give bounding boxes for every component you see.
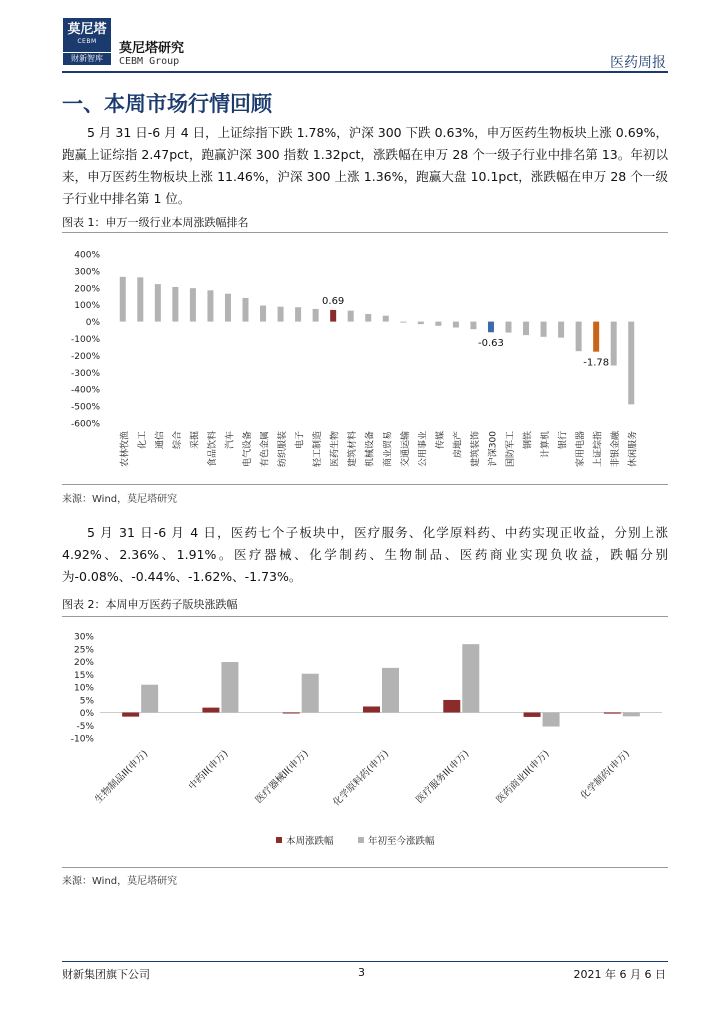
- bar-本周涨跌幅-化学原料药(申万): [363, 706, 380, 712]
- x-tick-label: 化工: [137, 431, 148, 450]
- x-tick-label: 建筑装饰: [470, 431, 481, 468]
- logo: [63, 18, 111, 64]
- x-tick-label: 非银金融: [611, 431, 622, 468]
- x-tick-label: 传媒: [435, 431, 446, 450]
- x-tick-label: 银行: [558, 430, 569, 450]
- x-tick-label: 化学原料药(申万): [331, 748, 392, 809]
- data-label: -0.63: [478, 338, 504, 350]
- bar-本周涨跌幅-医疗器械II(申万): [283, 713, 300, 714]
- x-tick-label: 公用事业: [418, 431, 429, 468]
- bar-轻工制造: [313, 309, 319, 322]
- bar-计算机: [541, 322, 547, 337]
- logo-top: [63, 18, 111, 52]
- x-tick-label: 汽车: [225, 431, 236, 450]
- y-tick-label: 30%: [73, 632, 94, 643]
- footer-date: 2021 年 6 月 6 日: [573, 968, 666, 981]
- brand-name: 莫尼塔研究: [119, 41, 185, 56]
- bar-年初至今涨跌幅-医疗器械II(申万): [302, 674, 319, 713]
- y-tick-label: -100%: [71, 335, 100, 345]
- y-tick-label: -10%: [70, 734, 94, 745]
- brand-english-name: CEBM Group: [119, 56, 180, 67]
- legend-label: 年初至今涨跌幅: [368, 836, 435, 847]
- bar-家用电器: [576, 322, 582, 352]
- y-tick-label: 100%: [74, 301, 100, 312]
- bar-本周涨跌幅-医药商业II(申万): [524, 713, 541, 717]
- x-tick-label: 钢铁: [523, 431, 534, 450]
- x-tick-label: 有色金属: [260, 431, 271, 468]
- x-tick-label: 商业贸易: [383, 431, 394, 468]
- bar-食品饮料: [207, 290, 213, 321]
- y-tick-label: -400%: [71, 385, 100, 396]
- bar-采掘: [190, 288, 196, 321]
- y-tick-label: -5%: [76, 721, 94, 732]
- figure2-caption: 图表 2：本周申万医药子版块涨跌幅: [62, 598, 238, 611]
- bar-年初至今涨跌幅-生物制品II(申万): [141, 685, 158, 713]
- bar-电子: [295, 307, 301, 321]
- bar-交通运输: [400, 322, 406, 323]
- x-tick-label: 通信: [155, 431, 166, 450]
- x-tick-label: 采掘: [190, 431, 201, 450]
- figure1-caption: 图表 1：申万一级行业本周涨跌幅排名: [62, 216, 249, 229]
- y-tick-label: -600%: [71, 419, 100, 430]
- bar-年初至今涨跌幅-化学制药(申万): [623, 713, 640, 717]
- bar-年初至今涨跌幅-化学原料药(申万): [382, 668, 399, 713]
- x-tick-label: 休闲服务: [628, 431, 639, 468]
- data-label: 0.69: [322, 295, 345, 307]
- logo-bottom-text: 财新智库: [63, 52, 111, 65]
- y-tick-label: 15%: [73, 670, 94, 681]
- logo-sub-text: CEBM: [77, 38, 97, 45]
- y-tick-label: 300%: [74, 267, 100, 278]
- y-tick-label: 0%: [79, 709, 94, 719]
- bar-商业贸易: [383, 316, 389, 322]
- y-tick-label: 25%: [73, 645, 94, 656]
- paragraph-market-review: 5 月 31 日-6 月 4 日，上证综指下跌 1.78%，沪深 300 下跌 0.63%，申万医药生物板块上涨 0.69%，跑赢上证综指 2.47pct，跑赢沪深 300 指数 1.32pct，涨跌幅在申万 28 个一级子行业中排名第 13。年初以来，申万医药生物板块上涨 11.46%，沪深 300 上涨 1.36%，跑赢大盘 10.1pct，涨跌幅在申万 28 个一级子行业中排名第 1 位。: [62, 125, 668, 206]
- x-tick-label: 纺织服装: [278, 431, 289, 468]
- y-tick-label: 10%: [73, 683, 94, 694]
- y-tick-label: 400%: [74, 250, 100, 261]
- bar-沪深300: [488, 322, 494, 333]
- legend-swatch-本周涨跌幅: [276, 837, 282, 843]
- x-tick-label: 医药商业II(申万): [494, 748, 552, 806]
- figure2-top-rule: [62, 616, 668, 617]
- y-tick-label: 200%: [74, 284, 100, 295]
- x-tick-label: 化学制药(申万): [578, 748, 632, 802]
- bar-公用事业: [418, 322, 424, 325]
- footer-divider: [62, 961, 668, 962]
- industry-ranking-chart: [62, 236, 668, 482]
- x-tick-label: 医疗服务II(申万): [414, 748, 472, 806]
- figure1-source: 来源：Wind，莫尼塔研究: [62, 494, 178, 505]
- y-tick-label: -500%: [71, 402, 100, 413]
- x-tick-label: 医疗器械II(申万): [253, 748, 311, 806]
- footer-company: 财新集团旗下公司: [62, 968, 150, 981]
- y-tick-label: 0%: [85, 318, 100, 329]
- bar-年初至今涨跌幅-医药商业II(申万): [543, 713, 560, 727]
- bar-休闲服务: [628, 322, 634, 405]
- x-tick-label: 建筑材料: [348, 431, 359, 468]
- x-tick-label: 生物制品II(申万): [92, 748, 151, 806]
- x-tick-label: 医药生物: [330, 431, 341, 468]
- x-tick-label: 轻工制造: [313, 431, 324, 468]
- x-tick-label: 沪深300: [488, 431, 499, 467]
- bar-农林牧渔: [120, 277, 126, 322]
- x-tick-label: 综合: [172, 431, 183, 450]
- bar-本周涨跌幅-中药II(申万): [202, 708, 219, 713]
- figure2-source: 来源：Wind，莫尼塔研究: [62, 876, 178, 887]
- x-tick-label: 房地产: [453, 431, 464, 459]
- x-tick-label: 计算机: [541, 431, 552, 459]
- bar-本周涨跌幅-医疗服务II(申万): [443, 700, 460, 713]
- bar-建筑装饰: [470, 322, 476, 330]
- x-tick-label: 农林牧渔: [120, 431, 131, 468]
- y-tick-label: 20%: [73, 658, 94, 668]
- bar-综合: [172, 287, 178, 322]
- bar-本周涨跌幅-生物制品II(申万): [122, 713, 139, 717]
- bar-通信: [155, 284, 161, 322]
- legend-label: 本周涨跌幅: [286, 836, 334, 847]
- page-number: 3: [358, 966, 365, 979]
- bar-建筑材料: [348, 311, 354, 322]
- bar-医药生物: [330, 310, 336, 322]
- pharma-subsector-chart: [62, 620, 668, 865]
- bar-化工: [137, 277, 143, 321]
- figure1-bottom-rule: [62, 484, 668, 485]
- bar-机械设备: [365, 314, 371, 322]
- bar-年初至今涨跌幅-医疗服务II(申万): [462, 644, 479, 712]
- x-tick-label: 电子: [295, 431, 306, 450]
- bar-房地产: [453, 322, 459, 328]
- logo-main-text: 莫尼塔: [67, 22, 107, 37]
- bar-纺织服装: [278, 307, 284, 322]
- x-tick-label: 交通运输: [400, 431, 411, 468]
- bar-非银金融: [611, 322, 617, 366]
- bar-有色金属: [260, 306, 266, 322]
- y-tick-label: -300%: [71, 368, 100, 379]
- bar-年初至今涨跌幅-中药II(申万): [221, 662, 238, 712]
- legend-swatch-年初至今涨跌幅: [358, 837, 364, 843]
- x-tick-label: 中药II(申万): [186, 748, 231, 793]
- x-tick-label: 家用电器: [576, 431, 587, 468]
- x-tick-label: 国防军工: [506, 431, 516, 468]
- section-title: 一、本周市场行情回顾: [62, 92, 272, 116]
- bar-电气设备: [243, 298, 249, 322]
- x-tick-label: 上证综指: [593, 431, 604, 468]
- bar-本周涨跌幅-化学制药(申万): [604, 713, 621, 714]
- figure1-top-rule: [62, 232, 668, 233]
- figure2-bottom-rule: [62, 867, 668, 868]
- bar-上证综指: [593, 322, 599, 352]
- report-type: 医药周报: [610, 55, 666, 71]
- paragraph-subsector-review: 5 月 31 日-6 月 4 日，医药七个子板块中，医疗服务、化学原料药、中药实现正收益，分别上涨 4.92%、2.36%、1.91%。医疗器械、化学制药、生物制品、医药商业实现负收益，跌幅分别为-0.08%、-0.44%、-1.62%、-1.73%。: [62, 525, 668, 584]
- bar-国防军工: [506, 322, 512, 333]
- bar-传媒: [435, 322, 441, 326]
- bar-银行: [558, 322, 564, 338]
- bar-汽车: [225, 294, 231, 322]
- bar-钢铁: [523, 322, 529, 336]
- data-label: -1.78: [583, 357, 610, 369]
- y-tick-label: -200%: [71, 351, 100, 362]
- x-tick-label: 电气设备: [243, 431, 253, 468]
- y-tick-label: 5%: [79, 696, 94, 707]
- x-tick-label: 机械设备: [365, 431, 376, 468]
- x-tick-label: 食品饮料: [207, 431, 218, 468]
- header-divider: [62, 71, 668, 73]
